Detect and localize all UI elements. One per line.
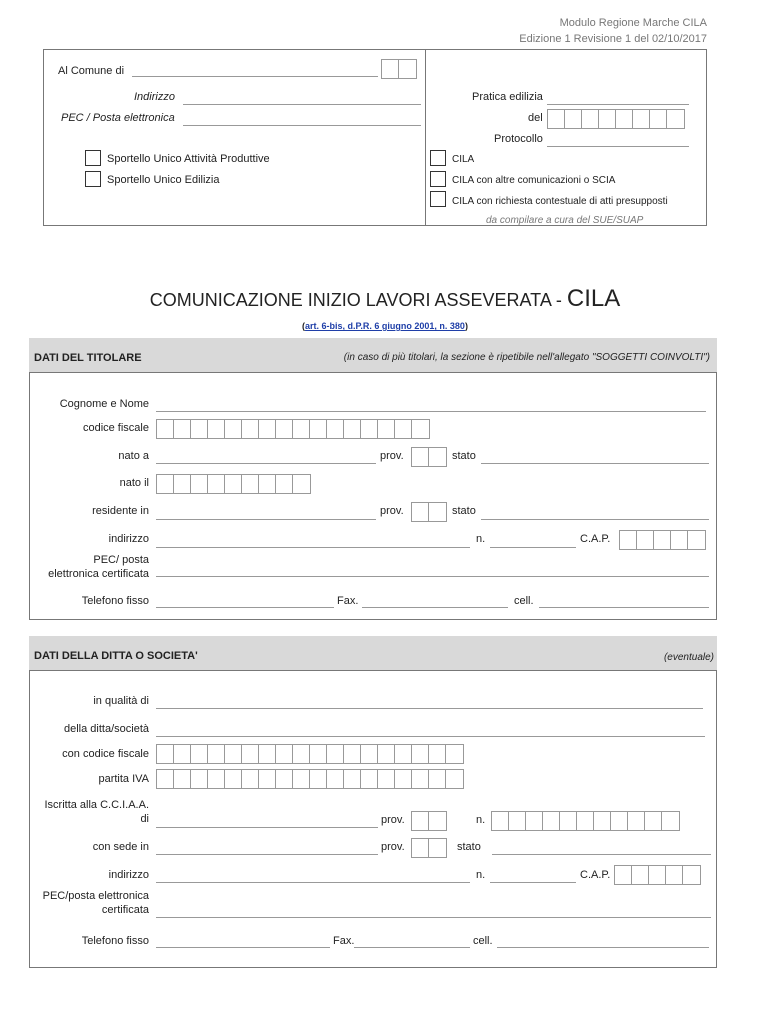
titolare-indirizzo-label: indirizzo [108, 533, 149, 545]
ditta-civico-field[interactable] [490, 882, 576, 883]
suap-checkbox[interactable] [85, 150, 101, 166]
ditta-cap-label: C.A.P. [580, 869, 611, 881]
indirizzo-field[interactable] [183, 104, 421, 105]
legal-reference-open: ( [302, 321, 306, 331]
ditta-indirizzo-label: indirizzo [108, 869, 149, 881]
qualita-field[interactable] [156, 708, 703, 709]
ditta-iva-boxes[interactable] [156, 769, 464, 789]
legal-reference [0, 321, 770, 331]
indirizzo-label: Indirizzo [134, 91, 175, 103]
comune-label: Al Comune di [58, 65, 125, 77]
nascita-prov-boxes[interactable] [411, 447, 447, 467]
titolare-section-title: DATI DEL TITOLARE [34, 352, 142, 364]
residenza-stato-field[interactable] [481, 519, 709, 520]
sue-label: Sportello Unico Edilizia [107, 174, 220, 186]
ditta-cf-label: con codice fiscale [62, 748, 149, 760]
cciaa-field[interactable] [156, 827, 378, 828]
ditta-cap-boxes[interactable] [614, 865, 701, 885]
ditta-section-note: (eventuale) [663, 652, 714, 663]
sede-field[interactable] [156, 854, 378, 855]
ditta-cf-boxes[interactable] [156, 744, 464, 764]
legal-reference-link[interactable]: art. 6-bis, d.P.R. 6 giugno 2001, n. 380 [305, 321, 465, 331]
residenza-stato-label: stato [452, 505, 476, 517]
form-model-label: Modulo Regione Marche CILA [559, 17, 707, 29]
cognome-label: Cognome e Nome [59, 398, 149, 410]
office-use-note: da compilare a cura del SUE/SUAP [486, 215, 644, 226]
pratica-label: Pratica edilizia [472, 91, 543, 103]
title-main: COMUNICAZIONE INIZIO LAVORI ASSEVERATA - [149, 290, 567, 310]
ditta-pec-label-1: PEC/posta elettronica [42, 890, 149, 902]
ditta-fax-field[interactable] [354, 947, 470, 948]
titolare-tel-label: Telefono fisso [81, 595, 149, 607]
pec-field[interactable] [183, 125, 421, 126]
ditta-cell-field[interactable] [497, 947, 709, 948]
titolare-cap-label: C.A.P. [580, 533, 611, 545]
ditta-iva-label: partita IVA [98, 773, 149, 785]
sede-prov-label: prov. [381, 841, 405, 853]
ditta-indirizzo-field[interactable] [156, 882, 470, 883]
titolare-cap-boxes[interactable] [619, 530, 706, 550]
ditta-tel-label: Telefono fisso [81, 935, 149, 947]
cf-label: codice fiscale [82, 422, 149, 434]
titolare-pec-field[interactable] [156, 576, 709, 577]
ditta-cell-label: cell. [473, 935, 493, 947]
titolare-section-note: (in caso di più titolari, la sezione è ripetibile nell'allegato "SOGGETTI COINVOLTI") [343, 352, 710, 363]
titolare-pec-label-2: elettronica certificata [48, 568, 149, 580]
titolare-fax-field[interactable] [362, 607, 508, 608]
cila-atti-checkbox[interactable] [430, 191, 446, 207]
ditta-name-label: della ditta/società [64, 723, 149, 735]
residenza-prov-boxes[interactable] [411, 502, 447, 522]
sede-stato-field[interactable] [492, 854, 711, 855]
cciaa-n-boxes[interactable] [491, 811, 680, 831]
cciaa-prov-label: prov. [381, 814, 405, 826]
protocollo-field[interactable] [547, 146, 689, 147]
residenza-prov-label: prov. [380, 505, 404, 517]
cf-boxes[interactable] [156, 419, 430, 439]
comune-prov-boxes[interactable] [381, 59, 417, 79]
cila-option-label: CILA [452, 154, 475, 165]
legal-reference-close: ) [464, 321, 468, 331]
cciaa-label-2: di [140, 813, 149, 825]
ditta-name-field[interactable] [156, 736, 705, 737]
comune-field[interactable] [132, 76, 378, 77]
nato-a-field[interactable] [156, 463, 376, 464]
sede-stato-label: stato [457, 841, 481, 853]
suap-label: Sportello Unico Attività Produttive [107, 153, 270, 165]
cila-atti-option-label: CILA con richiesta contestuale di atti presupposti [452, 196, 668, 207]
sue-checkbox[interactable] [85, 171, 101, 187]
form-edition-label: Edizione 1 Revisione 1 del 02/10/2017 [519, 33, 707, 45]
titolare-civico-field[interactable] [490, 547, 576, 548]
titolare-fax-label: Fax. [337, 595, 359, 607]
sede-label: con sede in [92, 841, 149, 853]
nato-il-label: nato il [119, 477, 149, 489]
cila-checkbox[interactable] [430, 150, 446, 166]
pratica-date-boxes[interactable] [547, 109, 685, 129]
cciaa-label-1: Iscritta alla C.C.I.A.A. [44, 799, 149, 811]
nascita-stato-label: stato [452, 450, 476, 462]
titolare-cell-label: cell. [514, 595, 534, 607]
titolare-civico-label: n. [476, 533, 486, 545]
titolare-cell-field[interactable] [539, 607, 709, 608]
sede-prov-boxes[interactable] [411, 838, 447, 858]
recipient-box-divider [425, 49, 426, 226]
document-title [0, 285, 770, 313]
nato-a-label: nato a [118, 450, 149, 462]
cciaa-n-label: n. [476, 814, 486, 826]
cciaa-prov-boxes[interactable] [411, 811, 447, 831]
ditta-tel-field[interactable] [156, 947, 330, 948]
residente-label: residente in [92, 505, 149, 517]
protocollo-label: Protocollo [494, 133, 543, 145]
titolare-tel-field[interactable] [156, 607, 334, 608]
pratica-date-label: del [528, 112, 543, 124]
ditta-pec-label-2: certificata [101, 904, 149, 916]
residente-field[interactable] [156, 519, 376, 520]
pec-label: PEC / Posta elettronica [61, 112, 175, 124]
ditta-pec-field[interactable] [156, 917, 711, 918]
ditta-civico-label: n. [476, 869, 486, 881]
titolare-pec-label-1: PEC/ posta [93, 554, 149, 566]
cognome-field[interactable] [156, 411, 706, 412]
nato-il-boxes[interactable] [156, 474, 311, 494]
qualita-label: in qualità di [93, 695, 149, 707]
nascita-prov-label: prov. [380, 450, 404, 462]
nascita-stato-field[interactable] [481, 463, 709, 464]
ditta-section-title: DATI DELLA DITTA O SOCIETA' [34, 650, 198, 662]
pratica-field[interactable] [547, 104, 689, 105]
titolare-indirizzo-field[interactable] [156, 547, 470, 548]
cila-scia-option-label: CILA con altre comunicazioni o SCIA [452, 175, 616, 186]
ditta-fax-label: Fax. [333, 935, 355, 947]
title-cila: CILA [566, 285, 621, 312]
cila-scia-checkbox[interactable] [430, 171, 446, 187]
